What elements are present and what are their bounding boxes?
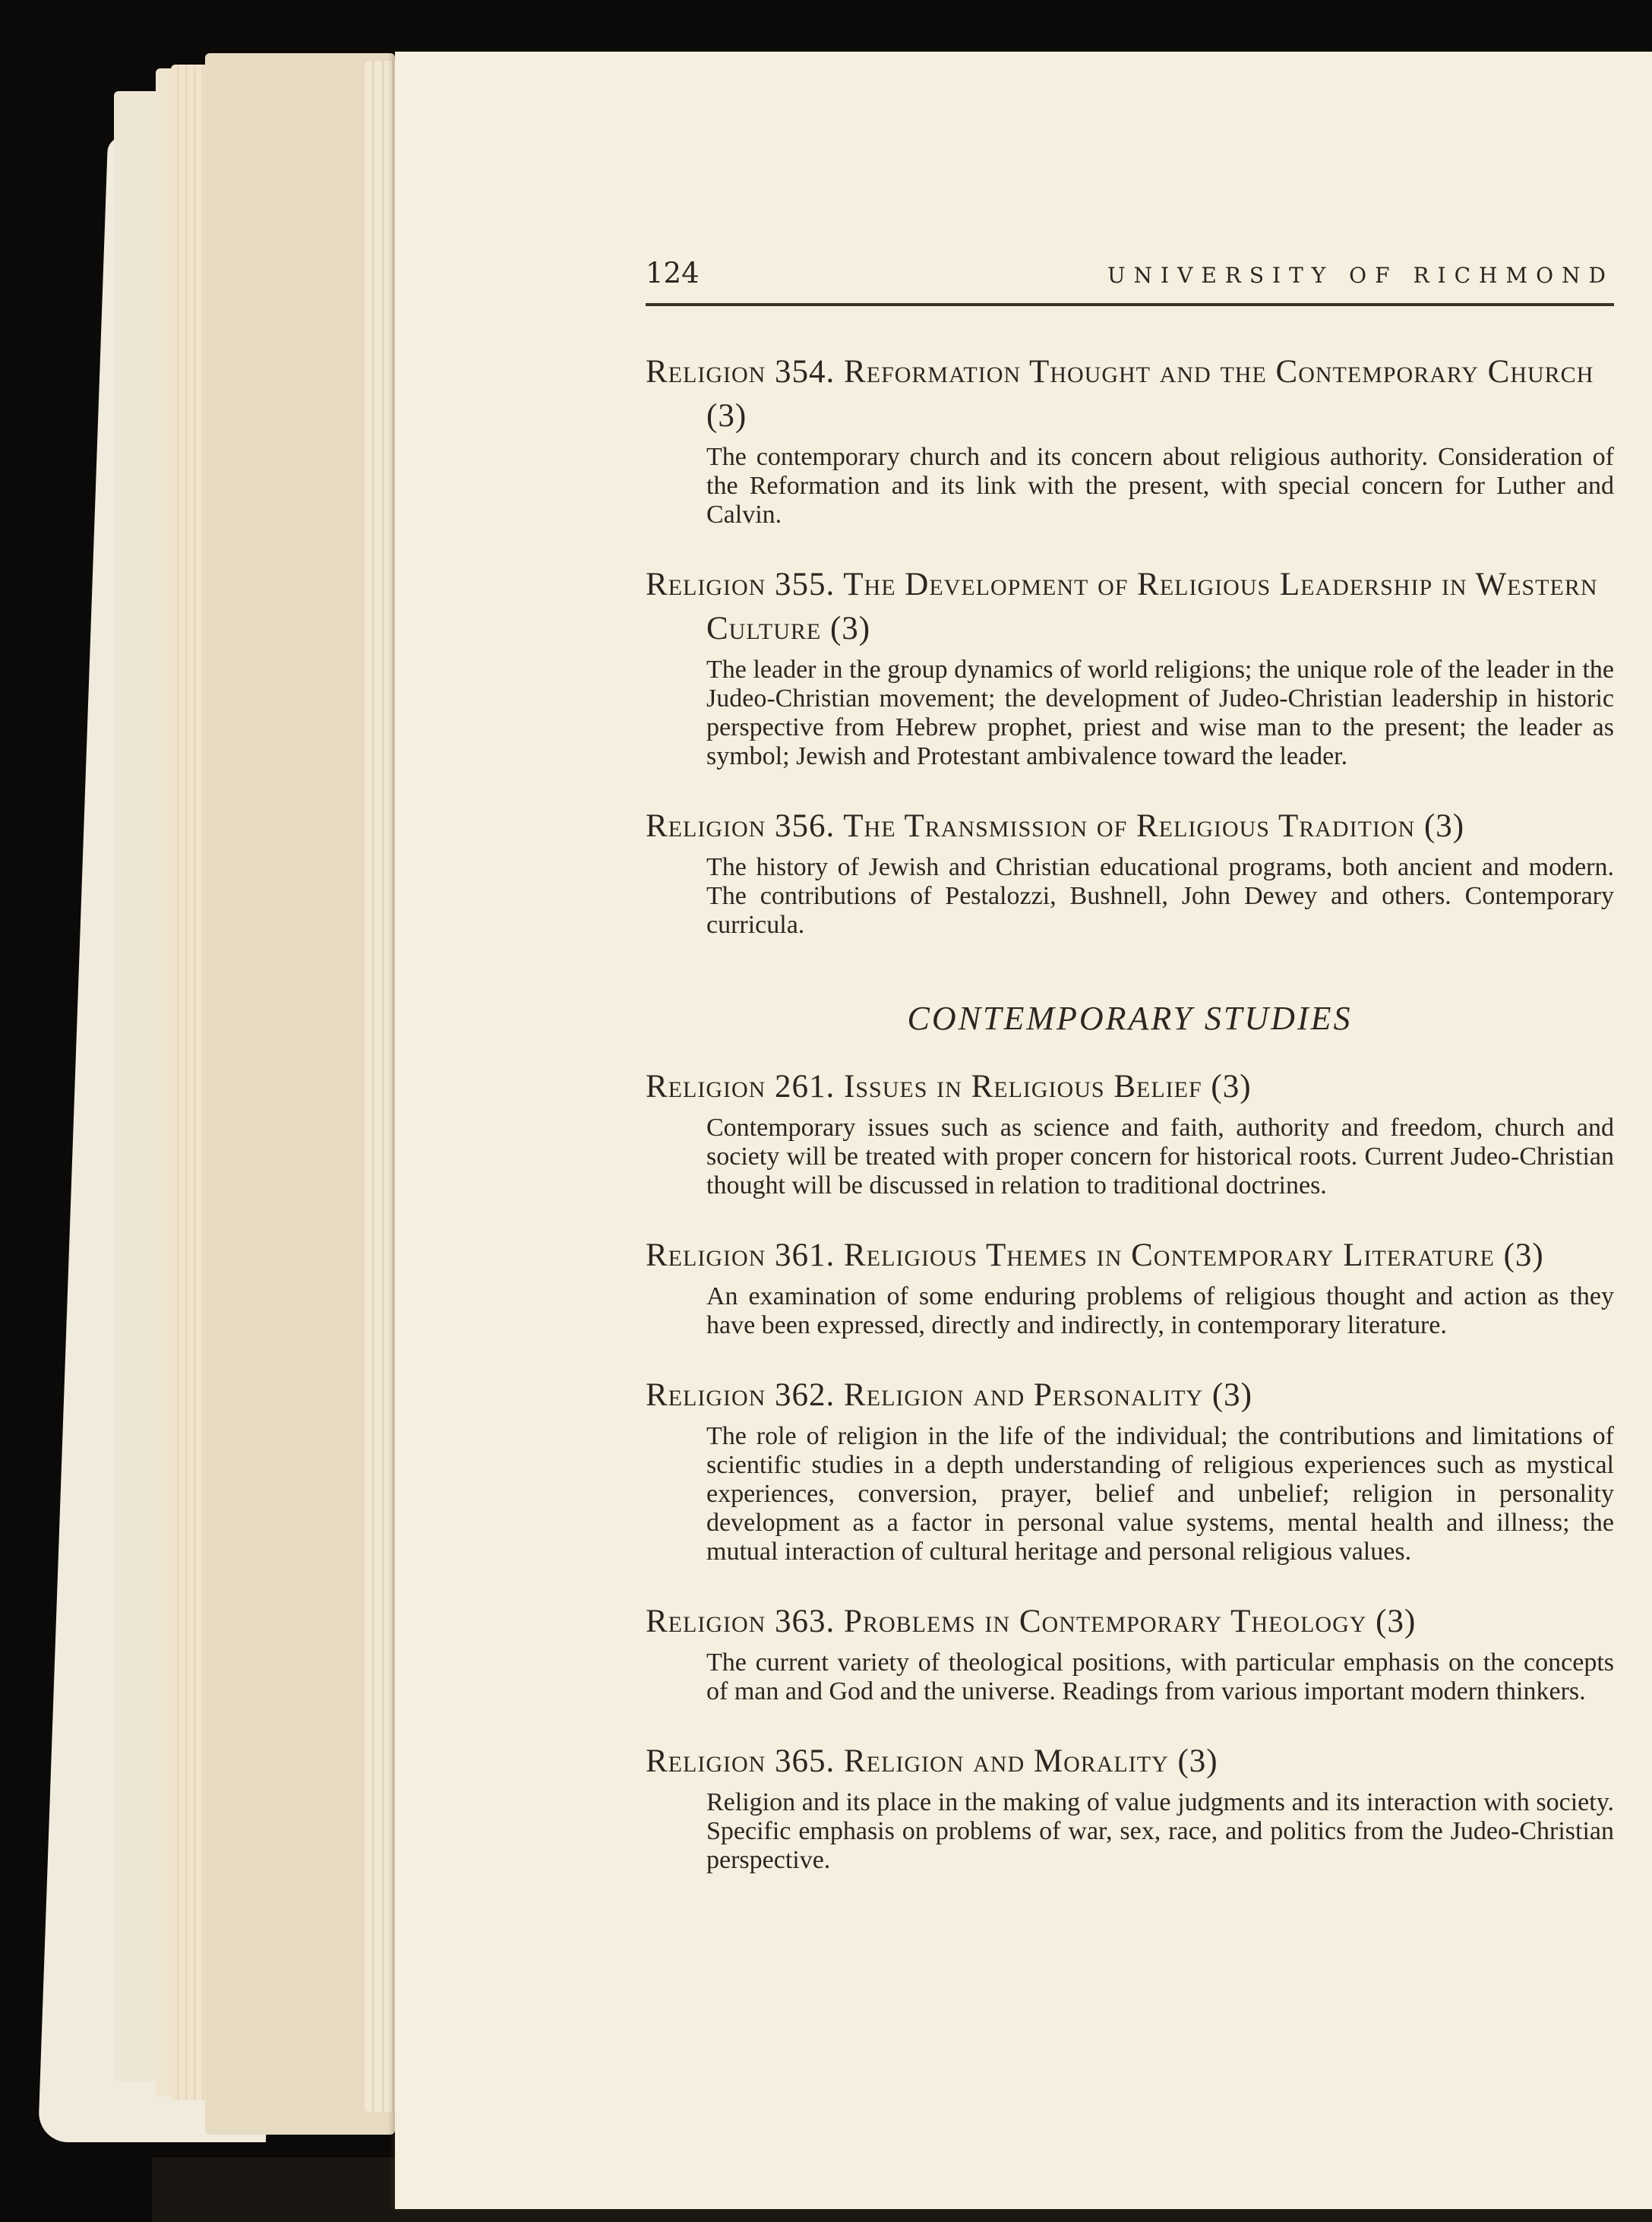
course-title: Religion 362. Religion and Personality (3) — [646, 1377, 1252, 1413]
course-entry — [646, 350, 1614, 529]
course-title: Religion 365. Religion and Morality (3) — [646, 1743, 1218, 1779]
course-entry — [646, 1373, 1614, 1566]
section-heading: CONTEMPORARY STUDIES — [907, 1000, 1353, 1037]
course-description: The leader in the group dynamics of world religions; the unique role of the leader in the Judeo-Christian movement; the development of Judeo-Christian leadership in historic perspective from Hebrew prophet, priest and wise man to the present; the leader as symbol; Jewish and Protestant ambivalence toward the leader. — [706, 656, 1614, 770]
course-entry — [646, 1600, 1614, 1706]
course-title: Religion 361. Religious Themes in Contemporary Literature (3) — [646, 1237, 1544, 1273]
course-description: Contemporary issues such as science and faith, authority and freedom, church and society will be treated with proper concern for historical roots. Current Judeo-Christian thought will be discussed in relation to traditional doctrines. — [706, 1114, 1614, 1200]
page-header — [646, 257, 1614, 306]
course-description: The contemporary church and its concern about religious authority. Consideration of the Reformation and its link with the present, with special concern for Luther and Calvin. — [706, 443, 1614, 529]
page-number: 124 — [646, 257, 700, 289]
course-entry — [646, 1234, 1614, 1340]
course-description: Religion and its place in the making of value judgments and its interaction with society. Specific emphasis on problems of war, sex, race, and politics from the Judeo-Christian perspective. — [706, 1788, 1614, 1874]
course-entry — [646, 1065, 1614, 1200]
course-title: Religion 261. Issues in Religious Belief (3) — [646, 1069, 1252, 1105]
course-description: The current variety of theological positions, with particular emphasis on the concepts of man and God and the universe. Readings from various important modern thinkers. — [706, 1648, 1614, 1705]
course-description: An examination of some enduring problems of religious thought and action as they have been expressed, directly and indirectly, in contemporary literature. — [706, 1282, 1614, 1339]
course-title: Religion 363. Problems in Contemporary Theology (3) — [646, 1604, 1417, 1639]
page-content — [646, 257, 1614, 1908]
course-title: Religion 356. The Transmission of Religious Tradition (3) — [646, 808, 1465, 844]
course-entry — [646, 804, 1614, 940]
book-page — [395, 52, 1652, 2209]
course-description: The history of Jewish and Christian educational programs, both ancient and modern. The contributions of Pestalozzi, Bushnell, John Dewey and others. Contemporary curricula. — [706, 853, 1614, 939]
course-description: The role of religion in the life of the individual; the contributions and limitations of scientific studies in a depth understanding of religious experiences such as mystical experiences, conversion, prayer, belief and unbelief; religion in personality development as a factor in personal value systems, mental health and illness; the mutual interaction of cultural heritage and personal religious values. — [706, 1422, 1614, 1566]
course-entry — [646, 1740, 1614, 1875]
running-title: UNIVERSITY OF RICHMOND — [1107, 263, 1614, 288]
course-entry — [646, 563, 1614, 771]
course-title: Religion 355. The Development of Religious Leadership in Western Culture (3) — [646, 567, 1598, 646]
course-title: Religion 354. Reformation Thought and the Contemporary Church (3) — [646, 354, 1594, 434]
